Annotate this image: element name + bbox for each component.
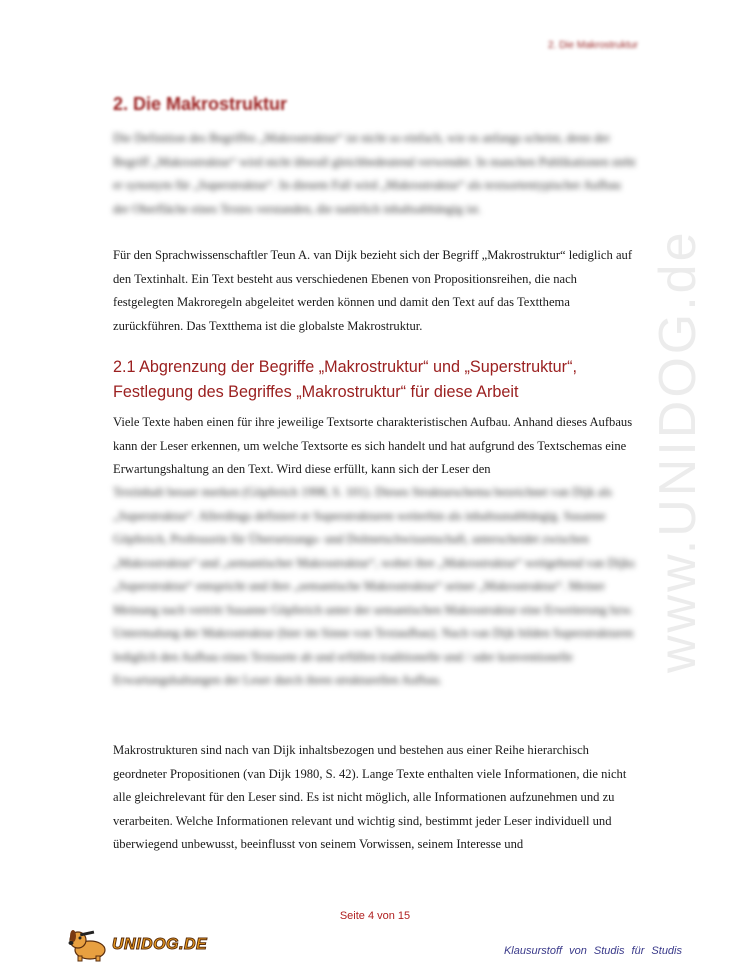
- paragraph-van-dijk-definition: Für den Sprachwissenschaftler Teun A. van Dijk bezieht sich der Begriff „Makrostruktur“ lediglich auf den Textinhalt. Ein Text besteht aus verschiedenen Ebenen von Propositionsreihen, die nach festgelegten Makroregeln abgeleitet werden können und damit den Text auf das Textthema zurückführen. Das Textthema ist die globalste Makrostruktur.: [113, 248, 633, 333]
- running-header: 2. Die Makrostruktur: [547, 40, 638, 51]
- subsection-title: 2.1 Abgrenzung der Begriffe „Makrostruktur“ und „Superstruktur“, Festlegung des Begriffes „Makrostruktur“ für diese Arbeit: [113, 358, 577, 401]
- footer-tagline: Klausurstoff von Studis für Studis: [503, 945, 682, 957]
- dog-mascot-icon: [66, 928, 110, 962]
- section-title: 2. Die Makrostruktur: [113, 94, 288, 114]
- unidog-logo: [66, 928, 207, 962]
- paragraph-textsorte: Viele Texte haben einen für ihre jeweilige Textsorte charakteristischen Aufbau. Anhand dieses Aufbaus kann der Leser erkennen, um welche Textsorte es sich handelt und hat aufgrund des Textschemas eine Erwartungshaltung an den Text. Wird diese erfüllt, kann sich der Leser den: [113, 415, 633, 476]
- paragraph-makrostrukturen: Makrostrukturen sind nach van Dijk inhaltsbezogen und bestehen aus einer Reihe hierarchisch geordneter Propositionen (van Dijk 1980, S. 42). Lange Texte enthalten viele Informationen, die nicht alle gleichrelevant für den Leser sind. Es ist nicht möglich, alle Informationen aufzunehmen und zu verarbeiten. Welche Informationen relevant und wichtig sind, bestimmt jeder Leser individuell und überwiegend unbewusst, beeinflusst von seinem Vorwissen, seinem Interesse und: [113, 743, 627, 851]
- logo-text: UNIDOG.DE: [112, 936, 208, 953]
- page-number: Seite 4 von 15: [339, 910, 411, 922]
- blurred-superstruktur-paragraph: Textinhalt besser merken (Göpferich 1998, S. 101). Dieses Strukturschema bezeichnet van Dijk als „Superstruktur“. Allerdings definiert er Superstrukturen weiterhin als inhaltsunabhängig. Susanne Göpferich, Professorin für Übersetzungs- und Dolmetschwissenschaft, unterscheidet zwischen „Makrostruktur“ und „semantischer Makrostruktur“, wobei ihre „Makrostruktur“ weitgehend van Dijks „Superstruktur“ entspricht und ihre „semantische Makrostruktur“ seiner „Makrostruktur“. Meiner Meinung nach vertritt Susanne Göpferich unter der semantischen Makrostruktur eine Erweiterung bzw. Untermalung der Makrostruktur (hier im Sinne von Textaufbau). Nach van Dijk bilden Superstrukturen lediglich den Aufbau eines Textsorte ab und erfüllen traditionelle und / oder konventionelle Erwartungshaltungen der Leser durch ihren strukturellen Aufbau.: [113, 485, 635, 687]
- blurred-intro-paragraph: Die Definition des Begriffes „Makrostruktur“ ist nicht so einfach, wie es anfangs scheint, denn der Begriff „Makrostruktur“ wird nicht überall gleichbedeutend verwendet. In manchen Publikationen steht er synonym für „Superstruktur“. In diesem Fall wird „Makrostruktur“ als textsortentypischer Aufbau der Oberfläche eines Textes verstanden, die natürlich inhaltsabhängig ist.: [113, 131, 636, 216]
- watermark: www.UNIDOG.de: [649, 229, 707, 673]
